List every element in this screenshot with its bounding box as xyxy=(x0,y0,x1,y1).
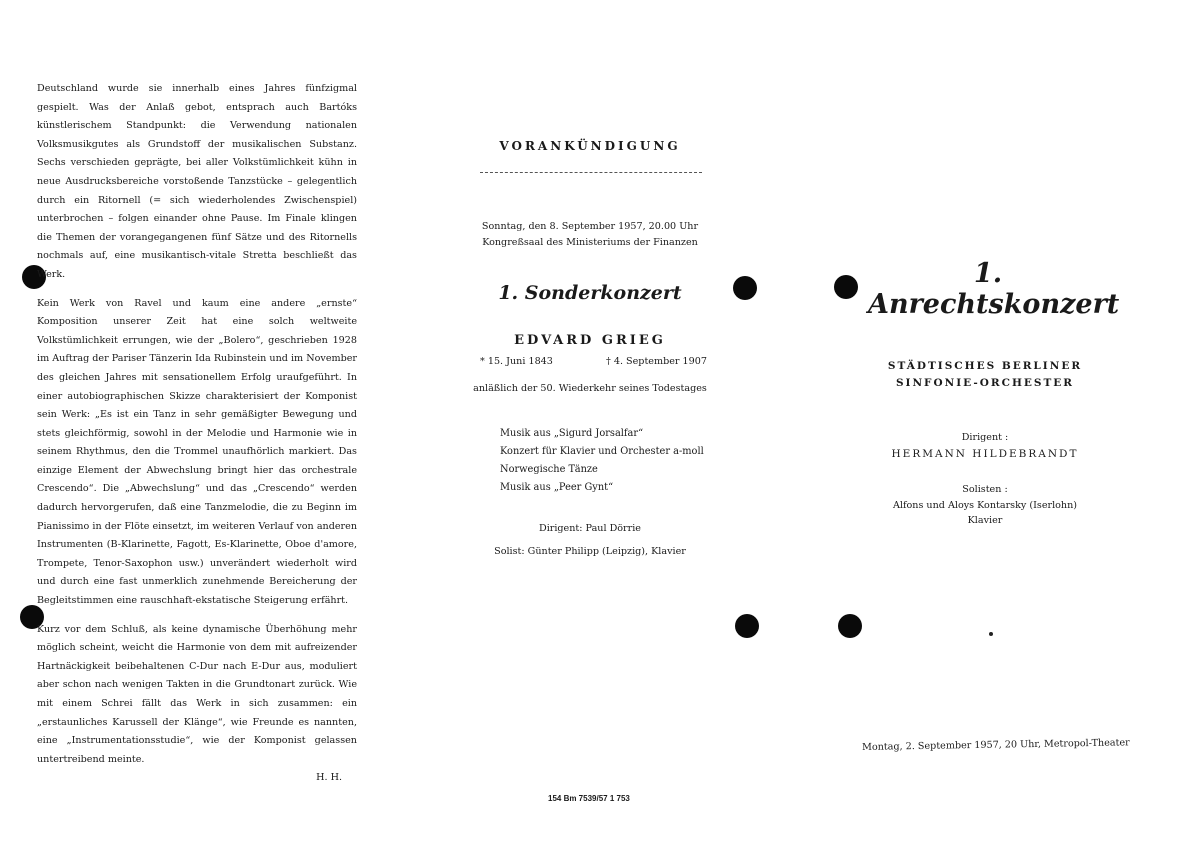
announcement-soloist: Solist: Günter Philipp (Leipzig), Klavier xyxy=(494,546,686,557)
print-code: 154 Bm 7539/57 1 753 xyxy=(548,794,630,803)
cover-date-venue: Montag, 2. September 1957, 20 Uhr, Metropol-Theater xyxy=(862,737,1130,753)
program-item: Konzert für Klavier und Orchester a-moll xyxy=(500,446,704,457)
announcement-heading: VORANKÜNDIGUNG xyxy=(499,139,681,153)
program-item: Norwegische Tänze xyxy=(500,464,598,475)
announcement-venue: Kongreßsaal des Ministeriums der Finanzen xyxy=(482,237,698,248)
cover-soloists-names: Alfons und Aloys Kontarsky (Iserlohn) xyxy=(892,500,1078,511)
composer-died: † 4. September 1907 xyxy=(606,356,707,367)
orchestra-name-line1: STÄDTISCHES BERLINER xyxy=(887,360,1083,372)
punch-hole xyxy=(838,614,862,638)
occasion: anläßlich der 50. Wiederkehr seines Todestages xyxy=(473,383,707,394)
punch-hole xyxy=(733,276,757,300)
cover-soloists-label: Solisten : xyxy=(962,484,1008,495)
cover-soloists-instrument: Klavier xyxy=(967,515,1003,526)
composer-born: * 15. Juni 1843 xyxy=(480,356,553,367)
punch-hole xyxy=(735,614,759,638)
program-item: Musik aus „Peer Gynt“ xyxy=(500,482,614,493)
cover-title: 1. Anrechtskonzert xyxy=(868,258,1120,320)
program-notes xyxy=(37,80,357,798)
announcement-date: Sonntag, den 8. September 1957, 20.00 Uhr xyxy=(481,221,699,232)
special-concert-title: 1. Sonderkonzert xyxy=(498,282,682,304)
notes-paragraph: Deutschland wurde sie innerhalb eines Jahres fünfzigmal gespielt. Was der Anlaß gebot, entsprach auch Bartóks künstlerischem Standpunkt: die Verwendung nationalen Volksmusikgutes als Grundstoff der musikalischen Substanz. Sechs verschieden geprägte, bei aller Volkstümlichkeit kühn in neue Ausdrucksbereiche vorstoßende Tanzstücke – gelegentlich durch ein Ritornell (= sich wiederholendes Zwischenspiel) unterbrochen – folgen einander ohne Pause. Im Finale klingen die Themen der vorangegangenen fünf Sätze und des Ritornells nochmals auf, eine musikantisch-vitale Stretta beschließt das Werk. xyxy=(37,83,357,280)
author-signature: H. H. xyxy=(316,772,342,784)
orchestra-name-line2: SINFONIE-ORCHESTER xyxy=(895,377,1075,389)
program-item: Musik aus „Sigurd Jorsalfar“ xyxy=(500,428,644,439)
divider xyxy=(480,172,702,173)
announcement-conductor: Dirigent: Paul Dörrie xyxy=(539,523,641,534)
notes-paragraph: Kurz vor dem Schluß, als keine dynamische Überhöhung mehr möglich scheint, weicht die Harmonie von dem mit aufreizender Hartnäckigkeit beibehaltenen C-Dur nach E-Dur aus, moduliert aber schon nach wenigen Takten in die Grundtonart zurück. Wie mit einem Schrei fällt das Werk in sich zusammen: ein „erstaunliches Karussell der Klänge“, wie Freunde es nannten, eine „Instrumentationsstudie“, wie der Komponist gelassen untertreibend meinte. xyxy=(37,623,357,765)
notes-paragraph: Kein Werk von Ravel und kaum eine andere „ernste“ Komposition unserer Zeit hat eine solch weltweite Volkstümlichkeit errungen, wie der „Bolero“, geschrieben 1928 im Auftrag der Pariser Tänzerin Ida Rubinstein und im November des gleichen Jahres mit sensationellem Erfolg uraufgeführt. In einer autobiographischen Skizze charakterisiert der Komponist sein Werk: „Es ist ein Tanz in sehr gemäßigter Bewegung und stets gleichförmig, sowohl in der Melodie und Harmonie wie in seinem Rhythmus, den die Trommel unaufhörlich markiert. Das einzige Element der Abwechslung bringt hier das orchestrale Crescendo“. Die „Abwechslung“ und das „Crescendo“ werden dadurch hervorgerufen, daß eine Tanzmelodie, die zu Beginn im Pianissimo in der Flöte einsetzt, im weiteren Verlauf von anderen Instrumenten (B-Klarinette, Fagott, Es-Klarinette, Oboe d'amore, Trompete, Tenor-Saxophon usw.) unverändert wiederholt wird und durch eine fast unmerklich zunehmende Bereicherung der Begleitstimmen eine rauschhaft-ekstatische Steigerung erfährt. xyxy=(37,297,357,607)
punch-hole xyxy=(834,275,858,299)
composer-name: EDVARD GRIEG xyxy=(514,333,666,348)
cover-conductor-name: HERMANN HILDEBRANDT xyxy=(891,448,1079,460)
ornament-dot xyxy=(989,632,993,636)
cover-conductor-label: Dirigent : xyxy=(961,432,1009,443)
program-list xyxy=(500,425,704,497)
